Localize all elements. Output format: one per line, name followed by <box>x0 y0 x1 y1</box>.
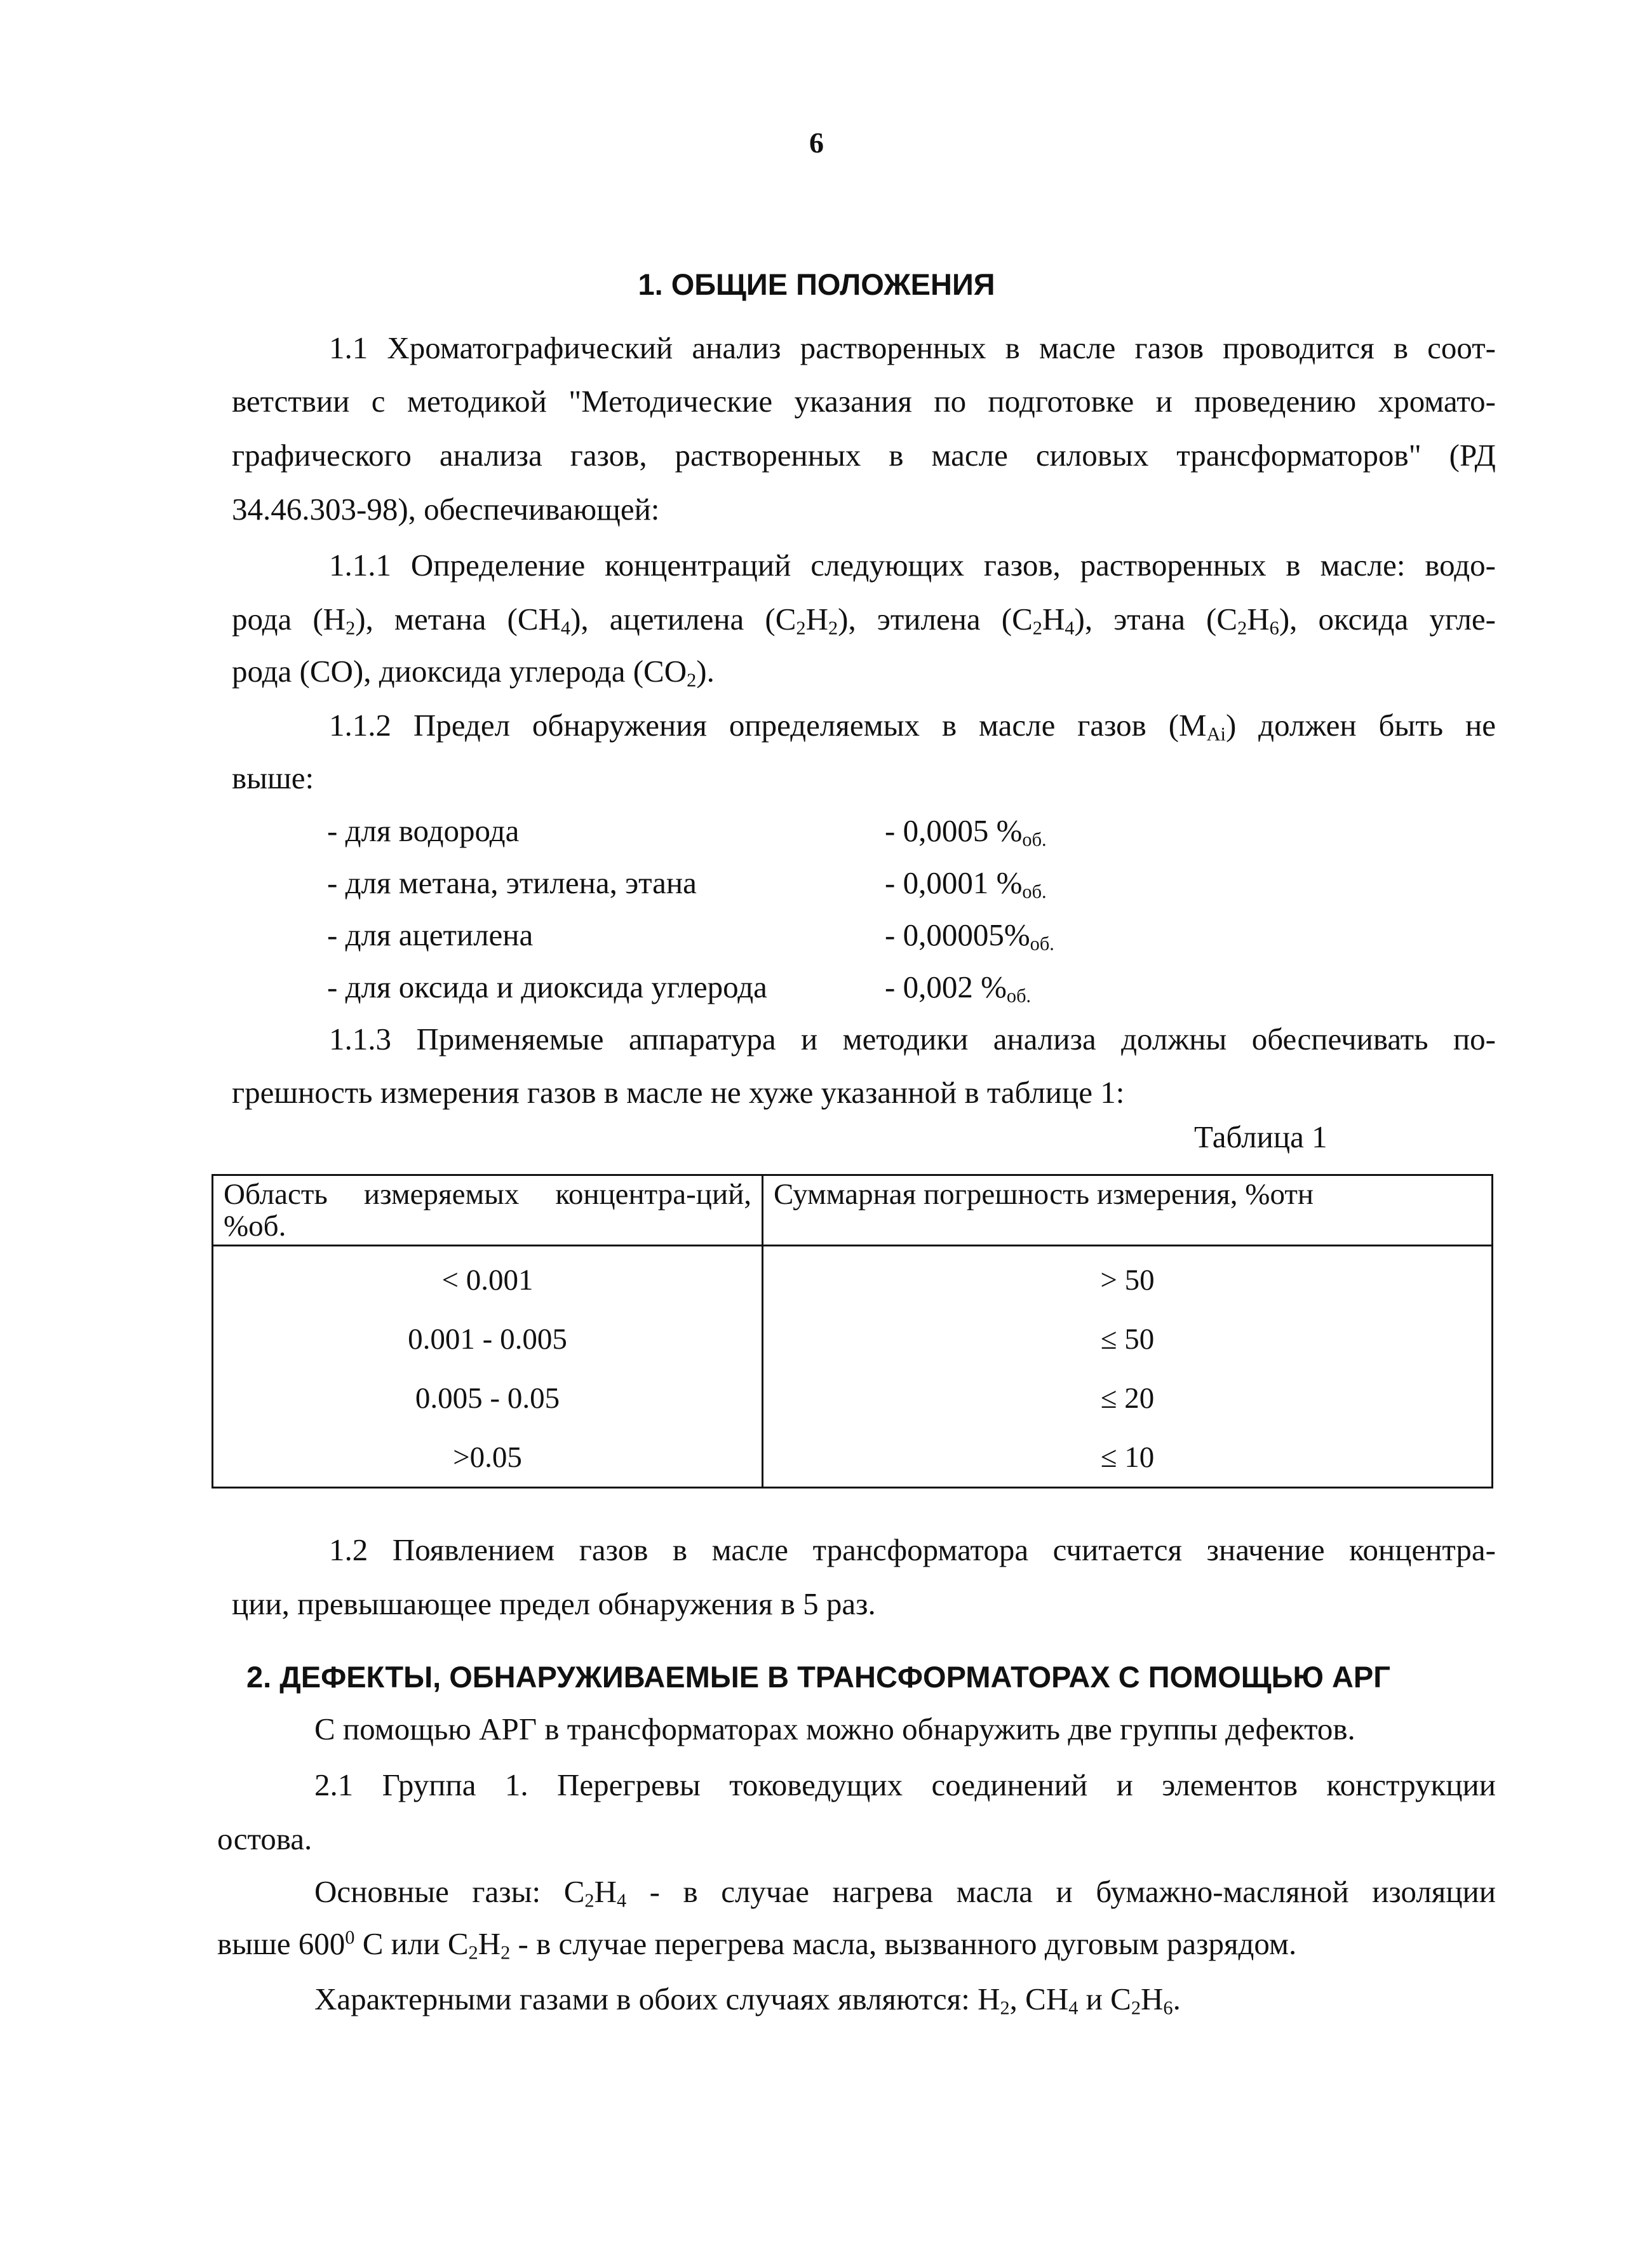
table-row <box>213 1368 1493 1428</box>
page-number: 6 <box>809 126 824 159</box>
table-row <box>213 1428 1493 1488</box>
table-cell-range: >0.05 <box>213 1428 763 1488</box>
main-gases-line-2: выше $600^0$ C или $C_2H_2$ - в случае перегрева масла, вызванного дуговым разрядом. <box>217 1926 1297 1964</box>
table-cell-range: < 0.001 <box>213 1246 763 1310</box>
measurement-error-table <box>212 1174 1493 1488</box>
paragraph-1-1-1-line-2: рода $(H_2)$, метана $(CH_4)$, ацетилена $(C_2H_2)$, этилена $(C_2H_4)$, этана $(C_2H_6)$, оксида угле- <box>232 602 1496 639</box>
paragraph-1-1-2-line-1: 1.1.2 Предел обнаружения определяемых в масле газов $(M_{Ai})$ должен быть не <box>329 708 1496 745</box>
table-cell-error: ≤ 10 <box>763 1428 1493 1488</box>
paragraph-2-1-line-1: 2.1 Группа 1. Перегревы токоведущих соединений и элементов конструкции <box>314 1767 1496 1802</box>
paragraph-1-1-line-4: 34.46.303-98), обеспечивающей: <box>232 492 660 527</box>
table-cell-error: ≤ 20 <box>763 1368 1493 1428</box>
paragraph-1-1-2-line-2: выше: <box>232 760 314 795</box>
limit-value-acetylene: - $0,00005\%_{об.}$ <box>885 917 1054 955</box>
section-1-title: 1. ОБЩИЕ ПОЛОЖЕНИЯ <box>638 267 995 301</box>
table-cell-range: 0.001 - 0.005 <box>213 1309 763 1368</box>
paragraph-1-2-line-1: 1.2 Появлением газов в масле трансформатора считается значение концентра- <box>329 1532 1496 1567</box>
limit-gas-carbon-oxides: - для оксида и диоксида углерода <box>327 969 767 1004</box>
table-header-row <box>213 1175 1493 1246</box>
paragraph-1-1-1-line-1: 1.1.1 Определение концентраций следующих газов, растворенных в масле: водо- <box>329 548 1496 583</box>
table-header-error: Суммарная погрешность измерения, %отн <box>763 1175 1493 1246</box>
paragraph-1-1-line-3: графического анализа газов, растворенных в масле силовых трансформаторов" (РД <box>232 438 1496 473</box>
limit-value-carbon-oxides: - 0,002 $\%_{об.}$ <box>885 969 1032 1007</box>
section-2-intro: С помощью АРГ в трансформаторах можно обнаружить две группы дефектов. <box>314 1711 1355 1746</box>
paragraph-1-1-line-1: 1.1 Хроматографический анализ растворенных в масле газов проводится в соот- <box>329 330 1496 365</box>
characteristic-gases: Характерными газами в обоих случаях являются: $H_2$, $CH_4$ и $C_2H_6$. <box>314 1981 1181 2019</box>
paragraph-1-1-1-line-3: рода (CO), диоксида углерода $(CO_2)$. <box>232 654 715 691</box>
paragraph-1-2-line-2: ции, превышающее предел обнаружения в 5 раз. <box>232 1586 876 1621</box>
paragraph-2-1-line-2: остова. <box>217 1821 312 1856</box>
paragraph-1-1-3-line-1: 1.1.3 Применяемые аппаратура и методики анализа должны обеспечивать по- <box>329 1022 1496 1056</box>
table-cell-error: ≤ 50 <box>763 1309 1493 1368</box>
table-cell-range: 0.005 - 0.05 <box>213 1368 763 1428</box>
main-gases-line-1: Основные газы: $C_2H_4$ - в случае нагрева масла и бумажно-масляной изоляции <box>314 1874 1496 1912</box>
table-header-concentration: Область измеряемых концентра-ций, %об. <box>213 1175 763 1246</box>
limit-gas-hydrogen: - для водорода <box>327 813 520 848</box>
paragraph-1-1-3-line-2: грешность измерения газов в масле не хуже указанной в таблице 1: <box>232 1075 1125 1110</box>
section-2-title: 2. ДЕФЕКТЫ, ОБНАРУЖИВАЕМЫЕ В ТРАНСФОРМАТОРАХ С ПОМОЩЬЮ АРГ <box>246 1660 1390 1694</box>
paragraph-1-1-line-2: ветствии с методикой "Методические указания по подготовке и проведению хромато- <box>232 384 1496 419</box>
limit-gas-acetylene: - для ацетилена <box>327 917 534 952</box>
table-row <box>213 1309 1493 1368</box>
limit-gas-methane: - для метана, этилена, этана <box>327 865 697 900</box>
limit-value-methane: - 0,0001 $\%_{об.}$ <box>885 865 1047 903</box>
limit-value-hydrogen: - 0,0005 $\%_{об.}$ <box>885 813 1047 851</box>
table-caption: Таблица 1 <box>1194 1119 1327 1154</box>
table-row <box>213 1246 1493 1310</box>
table-cell-error: > 50 <box>763 1246 1493 1310</box>
